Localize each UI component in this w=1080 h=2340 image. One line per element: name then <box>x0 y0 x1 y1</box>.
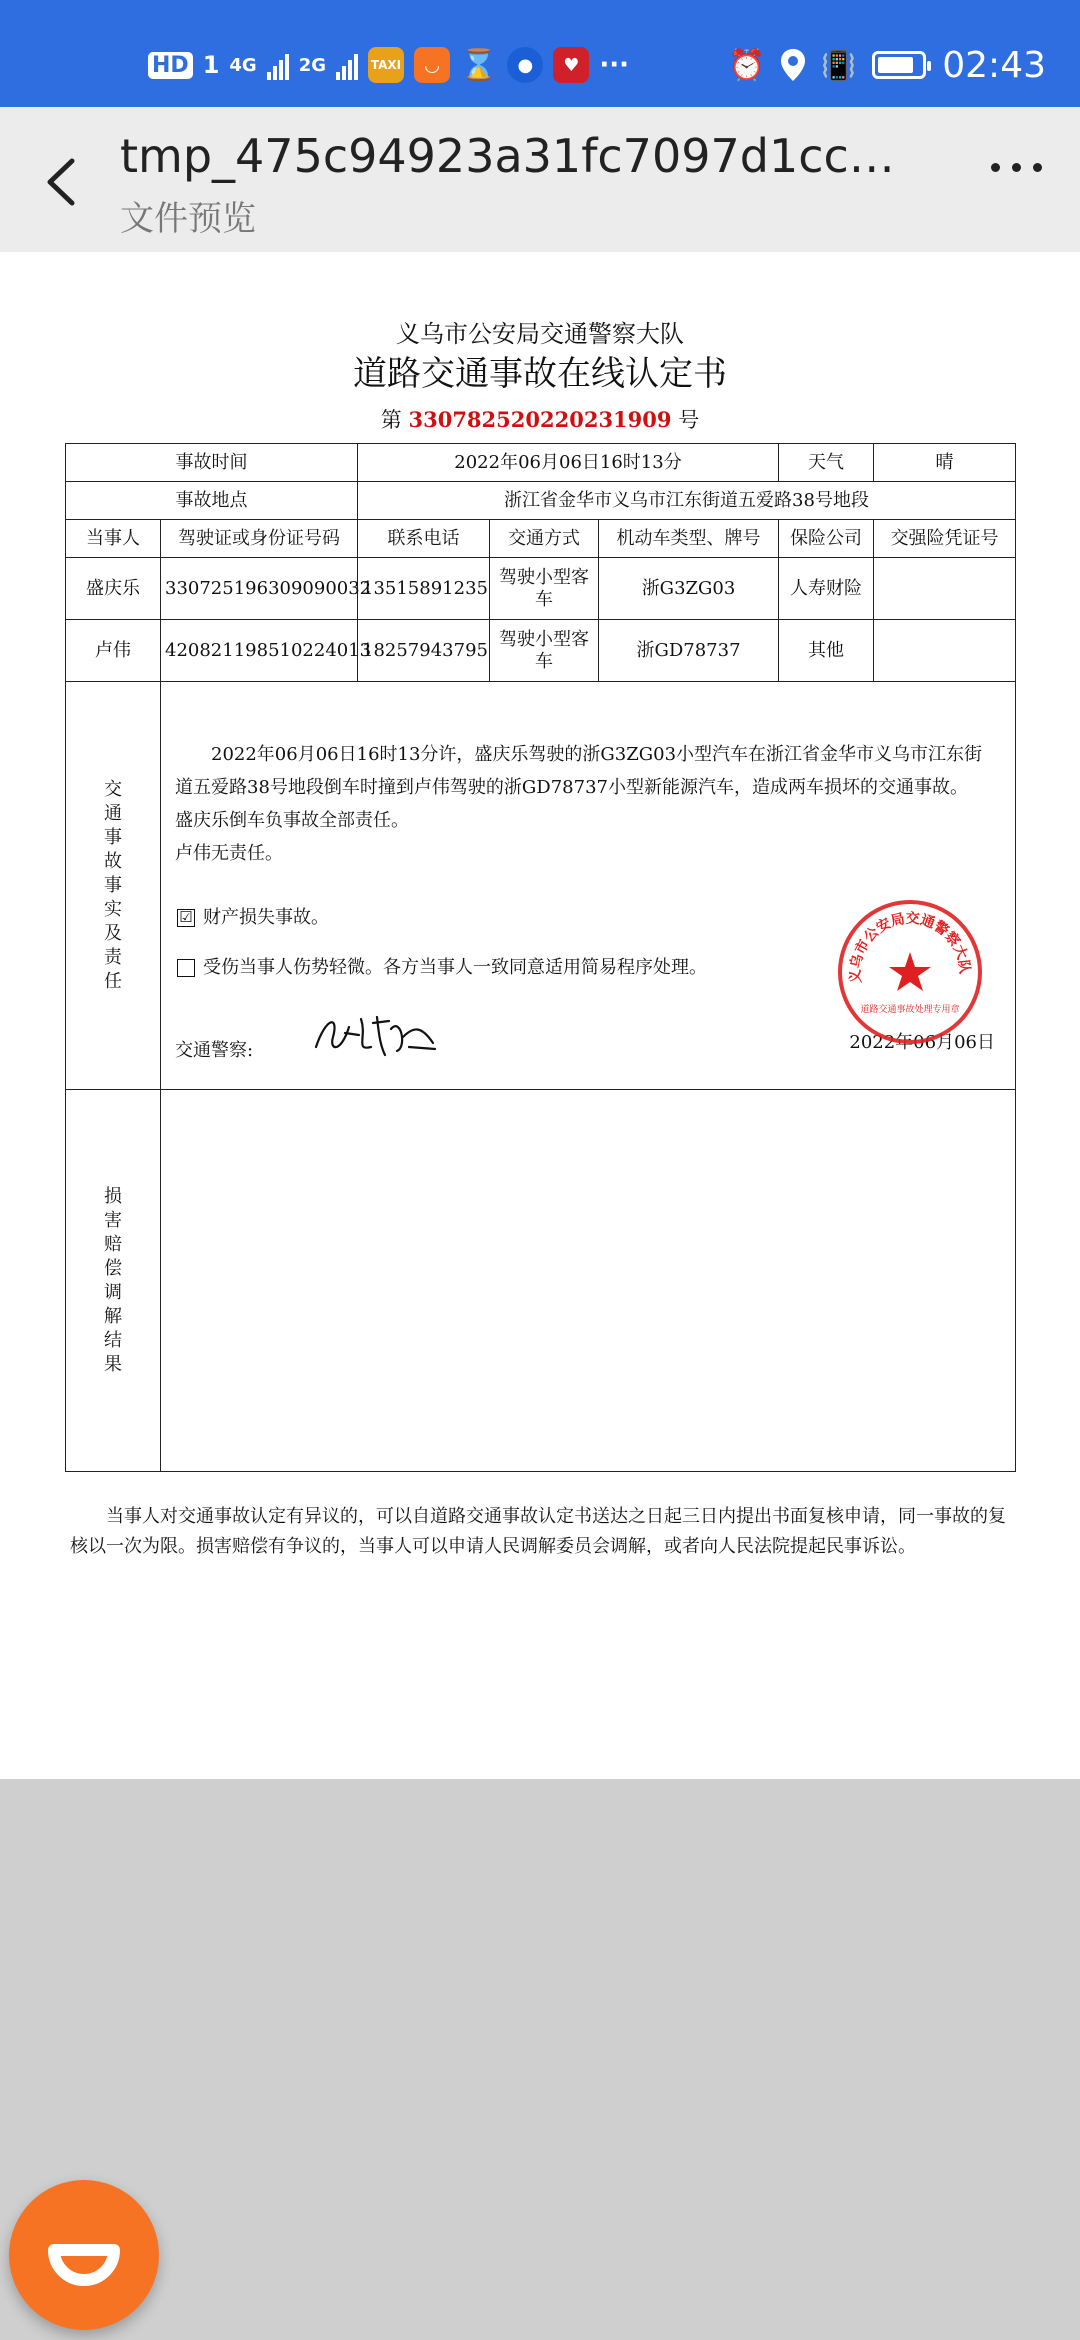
party-voucher <box>874 558 1016 620</box>
party-insurer: 人寿财险 <box>779 558 874 620</box>
status-right-icons <box>728 42 1046 88</box>
party-license: 330725196309090032 <box>161 558 358 620</box>
party-name: 盛庆乐 <box>66 558 161 620</box>
facts-paragraph: 2022年06月06日16时13分许，盛庆乐驾驶的浙G3ZG03小型汽车在浙江省金华市义乌市江东街道五爱路38号地段倒车时撞到卢伟驾驶的浙GD78737小型新能源汽车，造成两车损坏的交通事故。 <box>175 744 983 798</box>
status-bar <box>0 0 1080 107</box>
col-license: 驾驶证或身份证号码 <box>161 520 358 558</box>
responsibility-2: 卢伟无责任。 <box>175 843 283 864</box>
vibrate-icon: 📳 <box>821 48 857 82</box>
party-phone: 13515891235 <box>358 558 490 620</box>
col-party: 当事人 <box>66 520 161 558</box>
seal-subtext: 道路交通事故处理专用章 <box>860 1005 960 1015</box>
accident-location: 浙江省金华市义乌市江东街道五爱路38号地段 <box>358 482 1016 520</box>
party-row <box>66 558 1016 620</box>
police-label: 交通警察: <box>175 1040 254 1061</box>
location-icon <box>781 49 805 81</box>
seal-star-icon <box>889 952 931 991</box>
col-insurer: 保险公司 <box>779 520 874 558</box>
hourglass-icon: ⌛ <box>460 47 498 83</box>
party-phone: 18257943795 <box>358 620 490 682</box>
network-2g-label: 2G <box>298 54 327 76</box>
col-phone: 联系电话 <box>358 520 490 558</box>
facts-row <box>66 682 1016 1090</box>
checked-box-icon: ☑ <box>177 909 195 927</box>
alarm-icon: ⏰ <box>728 47 766 83</box>
didi-app-icon: ◡ <box>414 47 450 83</box>
file-title: tmp_475c94923a31fc7097d1cc… <box>120 129 895 183</box>
seal-text: 义乌市公安局交通警察大队 <box>847 910 973 984</box>
taxi-app-icon: TAXI <box>368 47 404 83</box>
more-notifications-icon: ··· <box>599 50 630 80</box>
party-transport: 驾驶小型客车 <box>490 620 599 682</box>
official-seal <box>835 897 985 1047</box>
party-transport: 驾驶小型客车 <box>490 558 599 620</box>
party-row <box>66 620 1016 682</box>
party-license: 420821198510224013 <box>161 620 358 682</box>
issuing-authority: 义乌市公安局交通警察大队 <box>396 320 684 348</box>
col-vehicle: 机动车类型、牌号 <box>599 520 779 558</box>
result-row <box>66 1090 1016 1472</box>
party-insurer: 其他 <box>779 620 874 682</box>
accident-table <box>65 443 1016 1472</box>
sim-slot: 1 <box>202 51 220 79</box>
network-4g-label: 4G <box>229 54 257 76</box>
signal-icon-2 <box>336 50 358 80</box>
weather-value: 晴 <box>874 444 1016 482</box>
more-options-icon[interactable] <box>991 163 1042 172</box>
battery-icon <box>872 51 926 79</box>
label-weather: 天气 <box>779 444 874 482</box>
party-voucher <box>874 620 1016 682</box>
title-bar <box>0 107 1080 252</box>
label-result: 损 害 赔 偿 调 解 结 果 <box>66 1090 161 1472</box>
label-time: 事故时间 <box>66 444 358 482</box>
footer-notice: 当事人对交通事故认定有异议的，可以自道路交通事故认定书送达之日起三日内提出书面复核申请，同一事故的复核以一次为限。损害赔偿有争议的，当事人可以申请人民调解委员会调解，或者向人民法院提起民事诉讼。 <box>70 1506 1006 1557</box>
label-facts: 交 通 事 故 事 实 及 责 任 <box>66 682 161 1090</box>
document-title: 道路交通事故在线认定书 <box>353 354 727 394</box>
table-row <box>66 482 1016 520</box>
clock-time: 02:43 <box>942 44 1046 86</box>
hd-badge: HD <box>148 52 193 79</box>
didi-floating-button[interactable] <box>9 2180 159 2330</box>
minor-injury-option: 受伤当事人伤势轻微。各方当事人一致同意适用简易程序处理。 <box>177 957 707 979</box>
signal-icon <box>267 50 289 80</box>
responsibility-1: 盛庆乐倒车负事故全部责任。 <box>175 810 409 831</box>
heart-app-icon: ♥ <box>553 47 589 83</box>
blue-app-icon: ● <box>507 47 543 83</box>
officer-signature <box>311 1007 441 1062</box>
col-voucher: 交强险凭证号 <box>874 520 1016 558</box>
status-left-icons <box>148 40 629 90</box>
document-page <box>0 252 1080 1779</box>
back-arrow-icon[interactable] <box>36 147 86 217</box>
property-loss-option: ☑ 财产损失事故。 <box>177 907 329 929</box>
unchecked-box-icon <box>177 959 195 977</box>
party-vehicle: 浙G3ZG03 <box>599 558 779 620</box>
party-vehicle: 浙GD78737 <box>599 620 779 682</box>
table-header-row <box>66 520 1016 558</box>
col-transport: 交通方式 <box>490 520 599 558</box>
facts-cell <box>161 682 1016 1090</box>
label-location: 事故地点 <box>66 482 358 520</box>
party-name: 卢伟 <box>66 620 161 682</box>
accident-time: 2022年06月06日16时13分 <box>358 444 779 482</box>
table-row <box>66 444 1016 482</box>
document-number: 第 330782520220231909 号 <box>380 407 700 432</box>
facts-text <box>175 738 995 870</box>
result-cell <box>161 1090 1016 1472</box>
didi-logo-icon <box>9 2180 159 2330</box>
page-subtitle: 文件预览 <box>120 199 256 239</box>
decision-date: 2022年06月06日 <box>849 1032 995 1053</box>
